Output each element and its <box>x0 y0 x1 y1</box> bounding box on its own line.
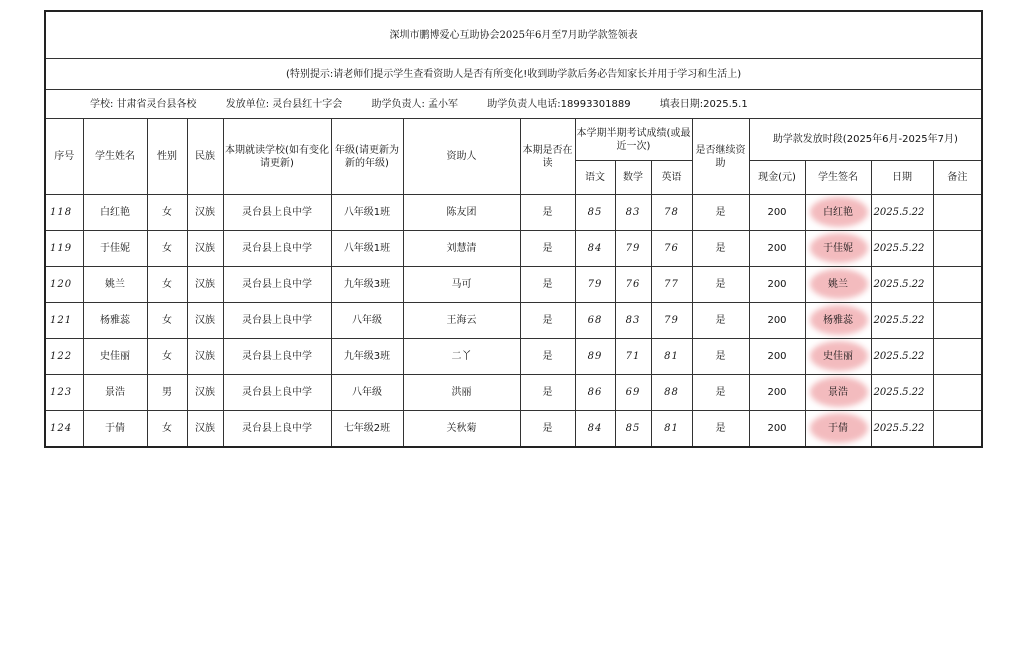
row-continue: 是 <box>692 195 749 231</box>
header-signature: 学生签名 <box>805 161 871 195</box>
row-sign-date: 2025.5.22 <box>871 411 933 448</box>
row-ethnicity: 汉族 <box>187 303 223 339</box>
header-ethnicity: 民族 <box>187 119 223 195</box>
row-school: 灵台县上良中学 <box>223 195 331 231</box>
row-seq: 122 <box>45 339 83 375</box>
row-seq: 121 <box>45 303 83 339</box>
row-student-name: 白红艳 <box>83 195 147 231</box>
signature-text: 于倩 <box>828 423 848 434</box>
signature-text: 杨雅蕊 <box>823 315 853 326</box>
row-remark <box>933 411 982 448</box>
row-grade: 八年级 <box>331 375 403 411</box>
row-sponsor: 王海云 <box>403 303 520 339</box>
row-enrolled: 是 <box>520 303 575 339</box>
header-gender: 性别 <box>147 119 187 195</box>
row-school: 灵台县上良中学 <box>223 231 331 267</box>
row-score-english: 88 <box>651 375 692 411</box>
row-ethnicity: 汉族 <box>187 375 223 411</box>
row-score-math: 76 <box>615 267 651 303</box>
info-phone: 助学负责人电话:18993301889 <box>487 98 631 110</box>
row-remark <box>933 303 982 339</box>
info-issuer: 发放单位: 灵台县红十字会 <box>225 98 343 110</box>
row-sponsor: 陈友团 <box>403 195 520 231</box>
row-enrolled: 是 <box>520 195 575 231</box>
row-enrolled: 是 <box>520 339 575 375</box>
row-sign-date: 2025.5.22 <box>871 231 933 267</box>
table-row <box>45 267 982 303</box>
table-body <box>45 195 982 448</box>
row-sponsor: 二丫 <box>403 339 520 375</box>
row-sign-date: 2025.5.22 <box>871 339 933 375</box>
row-score-english: 79 <box>651 303 692 339</box>
row-score-chinese: 85 <box>575 195 615 231</box>
row-enrolled: 是 <box>520 231 575 267</box>
row-seq: 123 <box>45 375 83 411</box>
row-score-chinese: 79 <box>575 267 615 303</box>
header-name: 学生姓名 <box>83 119 147 195</box>
signature-text: 景浩 <box>828 387 848 398</box>
header-grade: 年级(请更新为新的年级) <box>331 119 403 195</box>
row-score-math: 69 <box>615 375 651 411</box>
row-amount: 200 <box>749 195 805 231</box>
row-student-name: 于倩 <box>83 411 147 448</box>
signature-text: 白红艳 <box>823 207 853 218</box>
row-grade: 九年级3班 <box>331 339 403 375</box>
header-amount: 现金(元) <box>749 161 805 195</box>
row-student-name: 于佳妮 <box>83 231 147 267</box>
row-sponsor: 刘慧清 <box>403 231 520 267</box>
row-continue: 是 <box>692 267 749 303</box>
row-score-math: 83 <box>615 303 651 339</box>
row-score-chinese: 86 <box>575 375 615 411</box>
row-remark <box>933 375 982 411</box>
row-score-english: 76 <box>651 231 692 267</box>
info-date: 填表日期:2025.5.1 <box>659 98 748 110</box>
row-remark <box>933 339 982 375</box>
header-remark: 备注 <box>933 161 982 195</box>
row-sponsor: 洪丽 <box>403 375 520 411</box>
table-row <box>45 411 982 448</box>
row-ethnicity: 汉族 <box>187 231 223 267</box>
table-row <box>45 231 982 267</box>
row-score-chinese: 89 <box>575 339 615 375</box>
row-student-name: 杨雅蕊 <box>83 303 147 339</box>
signature-text: 姚兰 <box>828 279 848 290</box>
sign-form-table <box>44 10 983 448</box>
row-signature <box>805 411 871 448</box>
header-scores: 本学期半期考试成绩(或最近一次) <box>575 119 692 161</box>
row-score-english: 81 <box>651 339 692 375</box>
row-amount: 200 <box>749 375 805 411</box>
row-ethnicity: 汉族 <box>187 267 223 303</box>
row-remark <box>933 267 982 303</box>
row-gender: 女 <box>147 267 187 303</box>
sign-form-sheet <box>44 10 968 448</box>
row-ethnicity: 汉族 <box>187 339 223 375</box>
row-school: 灵台县上良中学 <box>223 375 331 411</box>
row-seq: 118 <box>45 195 83 231</box>
row-score-math: 71 <box>615 339 651 375</box>
row-signature <box>805 303 871 339</box>
header-sign-date: 日期 <box>871 161 933 195</box>
row-continue: 是 <box>692 375 749 411</box>
row-amount: 200 <box>749 267 805 303</box>
row-sponsor: 马可 <box>403 267 520 303</box>
row-grade: 八年级1班 <box>331 231 403 267</box>
row-sign-date: 2025.5.22 <box>871 303 933 339</box>
row-gender: 女 <box>147 339 187 375</box>
row-continue: 是 <box>692 339 749 375</box>
table-row <box>45 303 982 339</box>
header-continue: 是否继续资助 <box>692 119 749 195</box>
row-student-name: 姚兰 <box>83 267 147 303</box>
table-row <box>45 339 982 375</box>
row-grade: 八年级 <box>331 303 403 339</box>
form-title: 深圳市鹏博爱心互助协会2025年6月至7月助学款签领表 <box>45 11 982 59</box>
signature-text: 史佳丽 <box>823 351 853 362</box>
row-school: 灵台县上良中学 <box>223 267 331 303</box>
row-continue: 是 <box>692 231 749 267</box>
row-grade: 七年级2班 <box>331 411 403 448</box>
row-signature <box>805 339 871 375</box>
signature-text: 于佳妮 <box>823 243 853 254</box>
row-score-chinese: 84 <box>575 231 615 267</box>
row-sign-date: 2025.5.22 <box>871 375 933 411</box>
row-amount: 200 <box>749 339 805 375</box>
row-score-math: 79 <box>615 231 651 267</box>
form-info-line <box>45 90 982 119</box>
row-score-english: 81 <box>651 411 692 448</box>
header-sponsor: 资助人 <box>403 119 520 195</box>
header-math: 数学 <box>615 161 651 195</box>
row-score-chinese: 68 <box>575 303 615 339</box>
row-remark <box>933 195 982 231</box>
row-student-name: 景浩 <box>83 375 147 411</box>
row-gender: 女 <box>147 411 187 448</box>
header-enrolled: 本期是否在读 <box>520 119 575 195</box>
row-grade: 九年级3班 <box>331 267 403 303</box>
header-payment-period: 助学款发放时段(2025年6月-2025年7月) <box>749 119 982 161</box>
row-grade: 八年级1班 <box>331 195 403 231</box>
row-amount: 200 <box>749 411 805 448</box>
row-ethnicity: 汉族 <box>187 195 223 231</box>
row-enrolled: 是 <box>520 411 575 448</box>
row-sponsor: 关秋菊 <box>403 411 520 448</box>
row-score-math: 83 <box>615 195 651 231</box>
row-gender: 女 <box>147 303 187 339</box>
info-manager: 助学负责人: 孟小军 <box>371 98 459 110</box>
row-school: 灵台县上良中学 <box>223 303 331 339</box>
row-amount: 200 <box>749 231 805 267</box>
row-continue: 是 <box>692 411 749 448</box>
header-school: 本期就读学校(如有变化请更新) <box>223 119 331 195</box>
row-signature <box>805 267 871 303</box>
row-continue: 是 <box>692 303 749 339</box>
row-score-english: 77 <box>651 267 692 303</box>
row-sign-date: 2025.5.22 <box>871 195 933 231</box>
row-score-math: 85 <box>615 411 651 448</box>
row-ethnicity: 汉族 <box>187 411 223 448</box>
row-gender: 女 <box>147 195 187 231</box>
row-gender: 男 <box>147 375 187 411</box>
row-signature <box>805 195 871 231</box>
header-chinese: 语文 <box>575 161 615 195</box>
row-enrolled: 是 <box>520 375 575 411</box>
table-row <box>45 195 982 231</box>
row-score-english: 78 <box>651 195 692 231</box>
row-school: 灵台县上良中学 <box>223 411 331 448</box>
row-sign-date: 2025.5.22 <box>871 267 933 303</box>
info-school: 学校: 甘肃省灵台县各校 <box>90 98 197 110</box>
row-seq: 124 <box>45 411 83 448</box>
row-signature <box>805 375 871 411</box>
row-seq: 120 <box>45 267 83 303</box>
table-row <box>45 375 982 411</box>
row-score-chinese: 84 <box>575 411 615 448</box>
row-signature <box>805 231 871 267</box>
special-notice: (特别提示:请老师们提示学生查看资助人是否有所变化!收到助学款后务必告知家长并用于学习和生活上) <box>45 59 982 90</box>
header-english: 英语 <box>651 161 692 195</box>
row-gender: 女 <box>147 231 187 267</box>
row-student-name: 史佳丽 <box>83 339 147 375</box>
row-remark <box>933 231 982 267</box>
row-school: 灵台县上良中学 <box>223 339 331 375</box>
row-seq: 119 <box>45 231 83 267</box>
row-enrolled: 是 <box>520 267 575 303</box>
header-seq: 序号 <box>45 119 83 195</box>
row-amount: 200 <box>749 303 805 339</box>
